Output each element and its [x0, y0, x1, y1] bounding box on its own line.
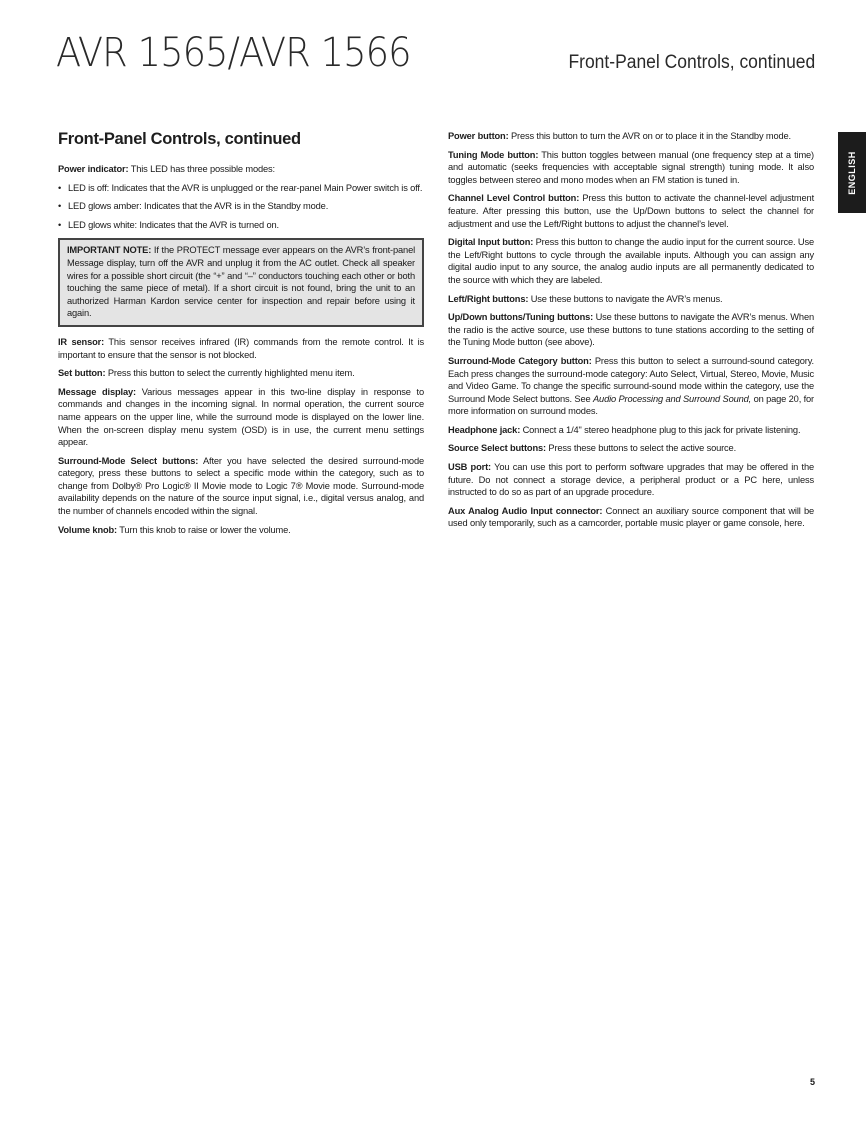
led-off-text: LED is off: Indicates that the AVR is unplugged or the rear-panel Main Power switch is off. — [68, 182, 423, 193]
digital-input-term: Digital Input button: — [448, 237, 534, 248]
section-header: Front-Panel Controls, continued — [568, 52, 815, 73]
page-number: 5 — [810, 1077, 816, 1087]
power-indicator-text: This LED has three possible modes: — [130, 164, 275, 174]
digital-input-paragraph — [448, 236, 814, 286]
source-select-term: Source Select buttons: — [448, 443, 546, 454]
message-display-paragraph — [58, 386, 424, 449]
power-button-text: Press this button to turn the AVR on or to place it in the Standby mode. — [510, 131, 791, 141]
usb-port-text: You can use this port to perform software upgrades that may be offered in the future. Do not connect a storage device, a peripheral product or a PC here, unless instructed to do so as part of an upgrade procedure. — [448, 462, 815, 498]
set-button-text: Press this button to select the currently highlighted menu item. — [107, 368, 355, 379]
source-select-text: Press these buttons to select the active source. — [548, 443, 737, 454]
ir-sensor-text: This sensor receives infrared (IR) commands from the remote control. It is important to ensure that the sensor is not blocked. — [58, 336, 425, 360]
bullet-icon: • — [58, 182, 62, 193]
led-mode-list — [58, 182, 424, 232]
surround-category-text: Press this button to select a surround-sound category. Each press changes the surround-mode category: Auto Select, Virtual, Stereo, Movie, Music and Video Game. To change the specific surround-sound mode within the category, use the Surround Mode Select buttons. See — [448, 355, 814, 404]
channel-level-term: Channel Level Control button: — [448, 193, 580, 204]
led-amber-text: LED glows amber: Indicates that the AVR is in the Standby mode. — [68, 201, 329, 212]
surround-category-paragraph — [448, 355, 814, 418]
up-down-text: Use these buttons to navigate the AVR’s menus. When the radio is the active source, use these buttons to tune stations according to the setting of the Tuning Mode button (see above). — [448, 312, 814, 348]
volume-knob-paragraph — [58, 524, 424, 537]
headphone-text: Connect a 1/4" stereo headphone plug to this jack for private listening. — [522, 424, 801, 435]
power-indicator-paragraph — [58, 163, 424, 176]
left-right-paragraph — [448, 293, 814, 306]
important-note-text: If the PROTECT message ever appears on the AVR’s front-panel Message display, turn off the AVR and unplug it from the AC outlet. Check all speaker wires for a possible short circuit (the “+” and “–” conductors touching each other or both touching the same piece of metal). If a short circuit is not found, bring the unit to an authorized Harman Kardon service center for inspection and repair before using it again. — [67, 245, 415, 319]
tuning-mode-paragraph — [448, 149, 814, 187]
important-note-paragraph — [67, 244, 415, 320]
usb-port-paragraph — [448, 461, 814, 499]
digital-input-text: Press this button to change the audio input for the current source. Use the Left/Right buttons to cycle through the available inputs. Although you can assign any digital audio input to any source, the analog audio inputs are all permanently dedicated to the source with which they are labeled. — [448, 237, 814, 285]
tuning-mode-text: This button toggles between manual (one frequency step at a time) and automatic (seeks frequencies with acceptable signal strength) tuning mode. It also toggles between stereo and mono modes when an FM station is tuned in. — [448, 149, 814, 185]
left-right-text: Use these buttons to navigate the AVR’s menus. — [530, 293, 723, 304]
bullet-icon: • — [58, 219, 62, 230]
led-white-text: LED glows white: Indicates that the AVR is turned on. — [68, 219, 279, 230]
channel-level-paragraph — [448, 192, 814, 230]
surround-category-term: Surround-Mode Category button: — [448, 355, 592, 366]
ir-sensor-term: IR sensor: — [58, 336, 105, 347]
up-down-paragraph — [448, 311, 814, 349]
aux-input-term: Aux Analog Audio Input connector: — [448, 505, 603, 516]
set-button-term: Set button: — [58, 368, 106, 379]
source-select-paragraph — [448, 442, 814, 455]
message-display-term: Message display: — [58, 386, 136, 397]
headphone-paragraph — [448, 424, 814, 437]
language-tab — [838, 132, 866, 213]
surround-select-paragraph — [58, 455, 424, 518]
surround-select-text: After you have selected the desired surround-mode category, press these buttons to select a specific mode within the category, such as to change from Dolby® Pro Logic® II Movie mode to Logic 7® Movie mode. Surround-mode availability depends on the nature of the source input signal, i.e., digital versus analog, and the number of channels encoded within the signal. — [58, 455, 424, 517]
surround-select-term: Surround-Mode Select buttons: — [58, 455, 199, 466]
surround-category-reference: Audio Processing and Surround Sound, — [593, 393, 752, 404]
power-button-paragraph — [448, 130, 814, 143]
right-column — [448, 130, 814, 536]
surround-category-text-after: on page 20, for more information on surround modes. — [448, 393, 814, 417]
aux-input-text: Connect an auxiliary source component that will be used only temporarily, such as a camcorder, portable music player or game console, here. — [448, 505, 814, 529]
left-right-term: Left/Right buttons: — [448, 293, 529, 304]
list-item — [58, 182, 424, 195]
list-item — [58, 200, 424, 213]
ir-sensor-paragraph — [58, 336, 424, 361]
set-button-paragraph — [58, 367, 424, 380]
usb-port-term: USB port: — [448, 462, 491, 473]
power-indicator-term: Power indicator: — [58, 164, 129, 174]
volume-knob-text: Turn this knob to raise or lower the volume. — [119, 524, 291, 535]
section-heading: Front-Panel Controls, continued — [58, 130, 301, 148]
list-item — [58, 219, 424, 232]
aux-input-paragraph — [448, 505, 814, 530]
tuning-mode-term: Tuning Mode button: — [448, 149, 539, 160]
important-note-term: IMPORTANT NOTE: — [67, 245, 152, 256]
bullet-icon: • — [58, 201, 62, 212]
language-tab-label: ENGLISH — [847, 150, 857, 195]
left-column — [58, 128, 424, 542]
headphone-term: Headphone jack: — [448, 424, 521, 435]
volume-knob-term: Volume knob: — [58, 524, 117, 535]
message-display-text: Various messages appear in this two-line display in response to commands and changes in the incoming signal. In normal operation, the current source name appears on the upper line, while the surround mode is displayed on the lower line. When the on-screen display menu system (OSD) is in use, the current menu settings appear. — [58, 386, 424, 448]
model-title: AVR 1565/AVR 1566 — [56, 30, 411, 76]
channel-level-text: Press this button to activate the channel-level adjustment feature. After pressing this button, use the Up/Down buttons to select the channel for adjustment and use the Left/Right buttons to adjust the channel’s level. — [448, 193, 814, 229]
up-down-term: Up/Down buttons/Tuning buttons: — [448, 312, 594, 323]
important-note-box — [58, 238, 424, 327]
power-button-term: Power button: — [448, 131, 509, 141]
